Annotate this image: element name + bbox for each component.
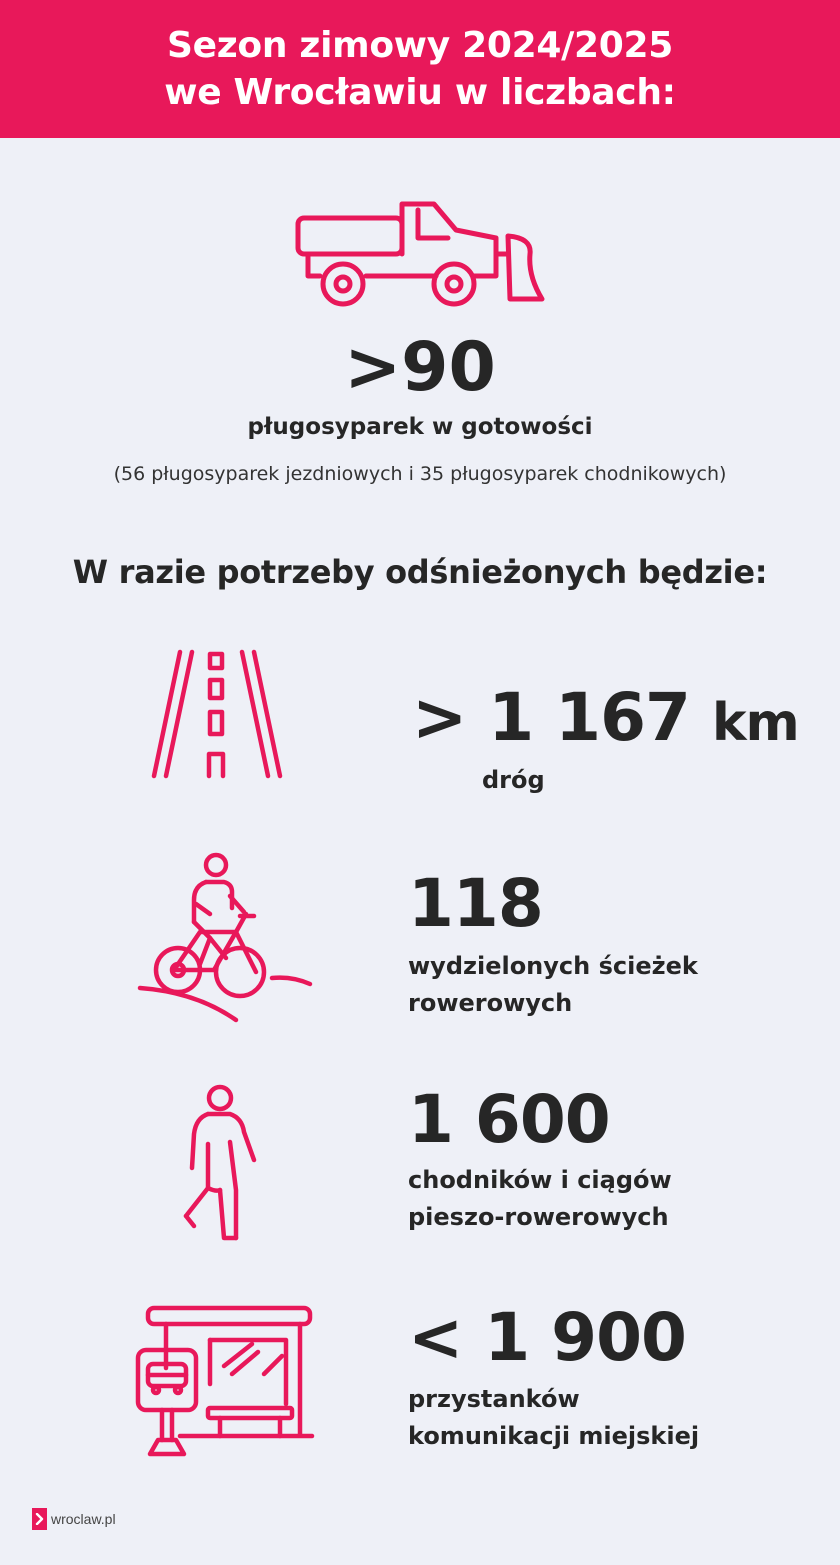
stops-label-line-2: komunikacji miejskiej xyxy=(408,1422,700,1450)
sidewalks-label-line-1: chodników i ciągów xyxy=(408,1166,672,1194)
sidewalks-value: 1 600 xyxy=(408,1081,610,1158)
roads-unit: km xyxy=(711,693,799,753)
plows-label: pługosyparek w gotowości xyxy=(247,414,593,440)
pedestrian-icon xyxy=(180,1084,264,1244)
road-icon xyxy=(150,650,284,780)
roads-label: dróg xyxy=(482,766,545,794)
wroclaw-logo xyxy=(32,1508,116,1530)
cyclist-icon xyxy=(136,852,312,1024)
roads-value-row xyxy=(412,680,799,761)
chevron-right-icon xyxy=(32,1508,47,1530)
stops-label-line-1: przystanków xyxy=(408,1385,580,1413)
bike-paths-label-line-1: wydzielonych ścieżek xyxy=(408,952,698,980)
section-heading: W razie potrzeby odśnieżonych będzie: xyxy=(72,553,768,591)
sidewalks-label-line-2: pieszo-rowerowych xyxy=(408,1203,669,1231)
logo-text: wroclaw.pl xyxy=(51,1511,116,1527)
title-line-1: Sezon zimowy 2024/2025 xyxy=(167,25,673,66)
snowplow-truck-icon xyxy=(296,196,546,308)
bike-paths-label-line-2: rowerowych xyxy=(408,989,573,1017)
bike-paths-value: 118 xyxy=(408,865,543,942)
roads-value: > 1 167 xyxy=(412,679,690,756)
stops-value: < 1 900 xyxy=(408,1299,686,1376)
title-line-2: we Wrocławiu w liczbach: xyxy=(164,72,676,113)
plows-breakdown-note: (56 pługosyparek jezdniowych i 35 pługosyparek chodnikowych) xyxy=(113,463,727,485)
plows-count: >90 xyxy=(344,328,496,407)
header-banner xyxy=(0,0,840,138)
bus-stop-icon xyxy=(136,1304,314,1460)
